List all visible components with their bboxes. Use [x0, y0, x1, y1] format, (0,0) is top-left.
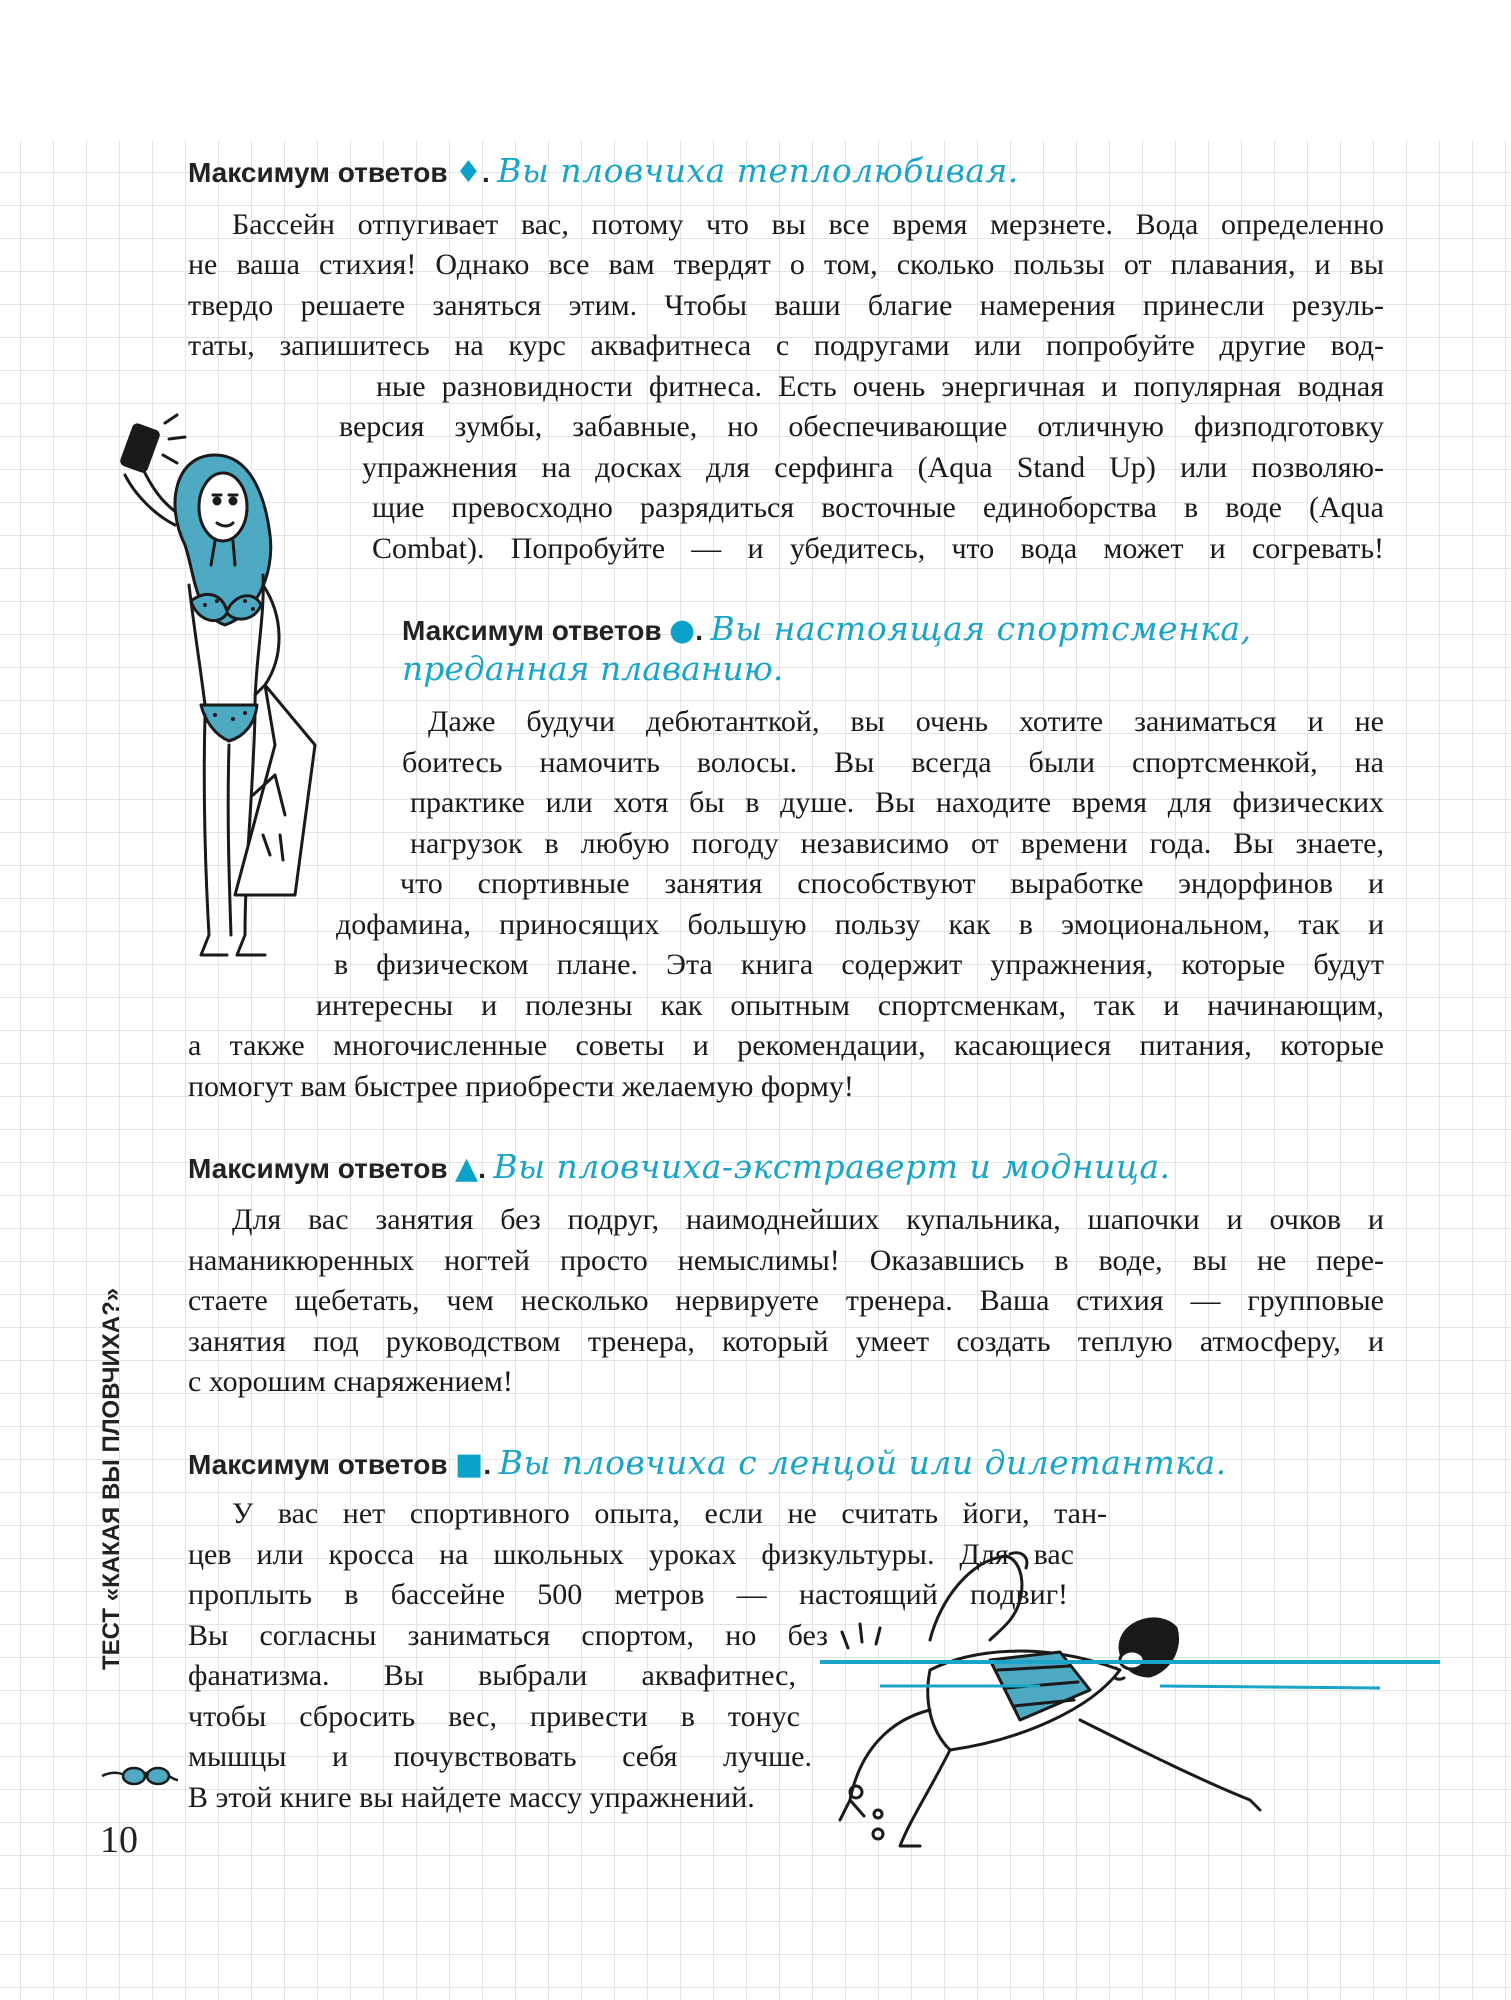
text-line: что спортивные занятия способствуют выработке эндорфинов и	[400, 867, 1384, 900]
heading-title-line2: преданная плаванию.	[402, 649, 784, 688]
text-line: Даже будучи дебютанткой, вы очень хотите заниматься и не	[428, 705, 1384, 738]
text-line: дофамина, приносящих большую пользу как в эмоциональном, так и	[336, 908, 1384, 941]
page-top-margin	[0, 0, 1511, 140]
text-line: стаете щебетать, чем несколько нервируете тренера. Ваша стихия — групповые	[188, 1284, 1384, 1317]
section-true-athlete	[402, 610, 1362, 688]
text-line: таты, запишитесь на курс аквафитнеса с подругами или попробуйте другие вод-	[188, 329, 1384, 362]
heading-dot: .	[483, 1449, 492, 1480]
text-line: интересны и полезны как опытным спортсменкам, так и начинающим,	[316, 989, 1384, 1022]
text-line: нагрузок в любую погоду независимо от времени года. Вы знаете,	[410, 827, 1384, 860]
selfie-woman-illustration	[105, 415, 365, 975]
section-heading	[402, 610, 1362, 688]
text-line: упражнения на досках для серфинга (Aqua Stand Up) или позволяю-	[362, 451, 1384, 484]
chapter-side-label: ТЕСТ «КАКАЯ ВЫ ПЛОВЧИХА?»	[98, 1287, 125, 1670]
text-line: В этой книге вы найдете массу упражнений.	[188, 1781, 755, 1814]
text-line: мышцы и почувствовать себя лучше.	[188, 1740, 812, 1773]
circle-icon: ●	[669, 613, 696, 648]
goggles-icon	[100, 1758, 180, 1792]
swimmer-illustration	[820, 1520, 1440, 1850]
heading-title: Вы пловчиха-экстраверт и модница.	[493, 1147, 1171, 1186]
heading-title: Вы настоящая спортсменка,	[710, 609, 1252, 648]
text-line: версия зумбы, забавные, но обеспечивающие отличную физподготовку	[339, 410, 1384, 443]
heading-title: Вы пловчиха теплолюбивая.	[497, 151, 1019, 190]
section-lazy-swimmer	[188, 1444, 1383, 1484]
text-line: Для вас занятия без подруг, наимоднейших купальника, шапочки и очков и	[232, 1203, 1384, 1236]
text-line: проплыть в бассейне 500 метров — настоящий подвиг!	[188, 1578, 1068, 1611]
text-line: Бассейн отпугивает вас, потому что вы все время мерзнете. Вода определенно	[232, 208, 1384, 241]
section-heading	[188, 1148, 1383, 1188]
diamond-icon: ♦	[455, 155, 482, 190]
text-line: У вас нет спортивного опыта, если не считать йоги, тан-	[232, 1497, 1107, 1530]
text-line: помогут вам быстрее приобрести желаемую форму!	[188, 1070, 854, 1103]
section-heading	[188, 152, 1383, 192]
text-line: цев или кросса на школьных уроках физкультуры. Для вас	[188, 1538, 1074, 1571]
heading-dot: .	[478, 1153, 486, 1184]
text-line: боитесь намочить волосы. Вы всегда были спортсменкой, на	[402, 746, 1384, 779]
heading-label: Максимум ответов	[188, 1153, 448, 1184]
text-line: в физическом плане. Эта книга содержит упражнения, которые будут	[334, 948, 1384, 981]
text-line: не ваша стихия! Однако все вам твердят о том, сколько пользы от плавания, и вы	[188, 248, 1384, 281]
text-line: наманикюренных ногтей просто немыслимы! Оказавшись в воде, вы не пере-	[188, 1244, 1384, 1277]
text-line: ные разновидности фитнеса. Есть очень энергичная и популярная водная	[376, 370, 1384, 403]
heading-label: Максимум ответов	[188, 1449, 448, 1480]
section-heading	[188, 1444, 1383, 1484]
text-line: твердо решаете заняться этим. Чтобы ваши благие намерения принесли резуль-	[188, 289, 1384, 322]
page-number: 10	[100, 1819, 138, 1861]
text-line: Вы согласны заниматься спортом, но без	[188, 1619, 828, 1652]
text-line: щие превосходно разрядиться восточные единоборства в воде (Aqua	[372, 491, 1384, 524]
text-line: а также многочисленные советы и рекомендации, касающиеся питания, которые	[188, 1029, 1384, 1062]
text-line: занятия под руководством тренера, который умеет создать теплую атмосферу, и	[188, 1325, 1384, 1358]
square-icon: ■	[455, 1447, 484, 1482]
text-line: с хорошим снаряжением!	[188, 1365, 513, 1398]
heading-title: Вы пловчиха с ленцой или дилетантка.	[498, 1443, 1227, 1482]
triangle-icon: ▲	[455, 1151, 479, 1186]
section-extrovert-swimmer	[188, 1148, 1383, 1188]
heading-label: Максимум ответов	[402, 615, 662, 646]
heading-label: Максимум ответов	[188, 157, 448, 188]
heading-dot: .	[481, 157, 490, 188]
text-line: чтобы сбросить вес, привести в тонус	[188, 1700, 800, 1733]
text-line: фанатизма. Вы выбрали аквафитнес,	[188, 1659, 796, 1692]
text-line: практике или хотя бы в душе. Вы находите время для физических	[410, 786, 1384, 819]
section-warm-swimmer	[188, 152, 1383, 192]
heading-dot: .	[695, 615, 704, 646]
text-line: Combat). Попробуйте — и убедитесь, что вода может и согревать!	[372, 532, 1384, 565]
